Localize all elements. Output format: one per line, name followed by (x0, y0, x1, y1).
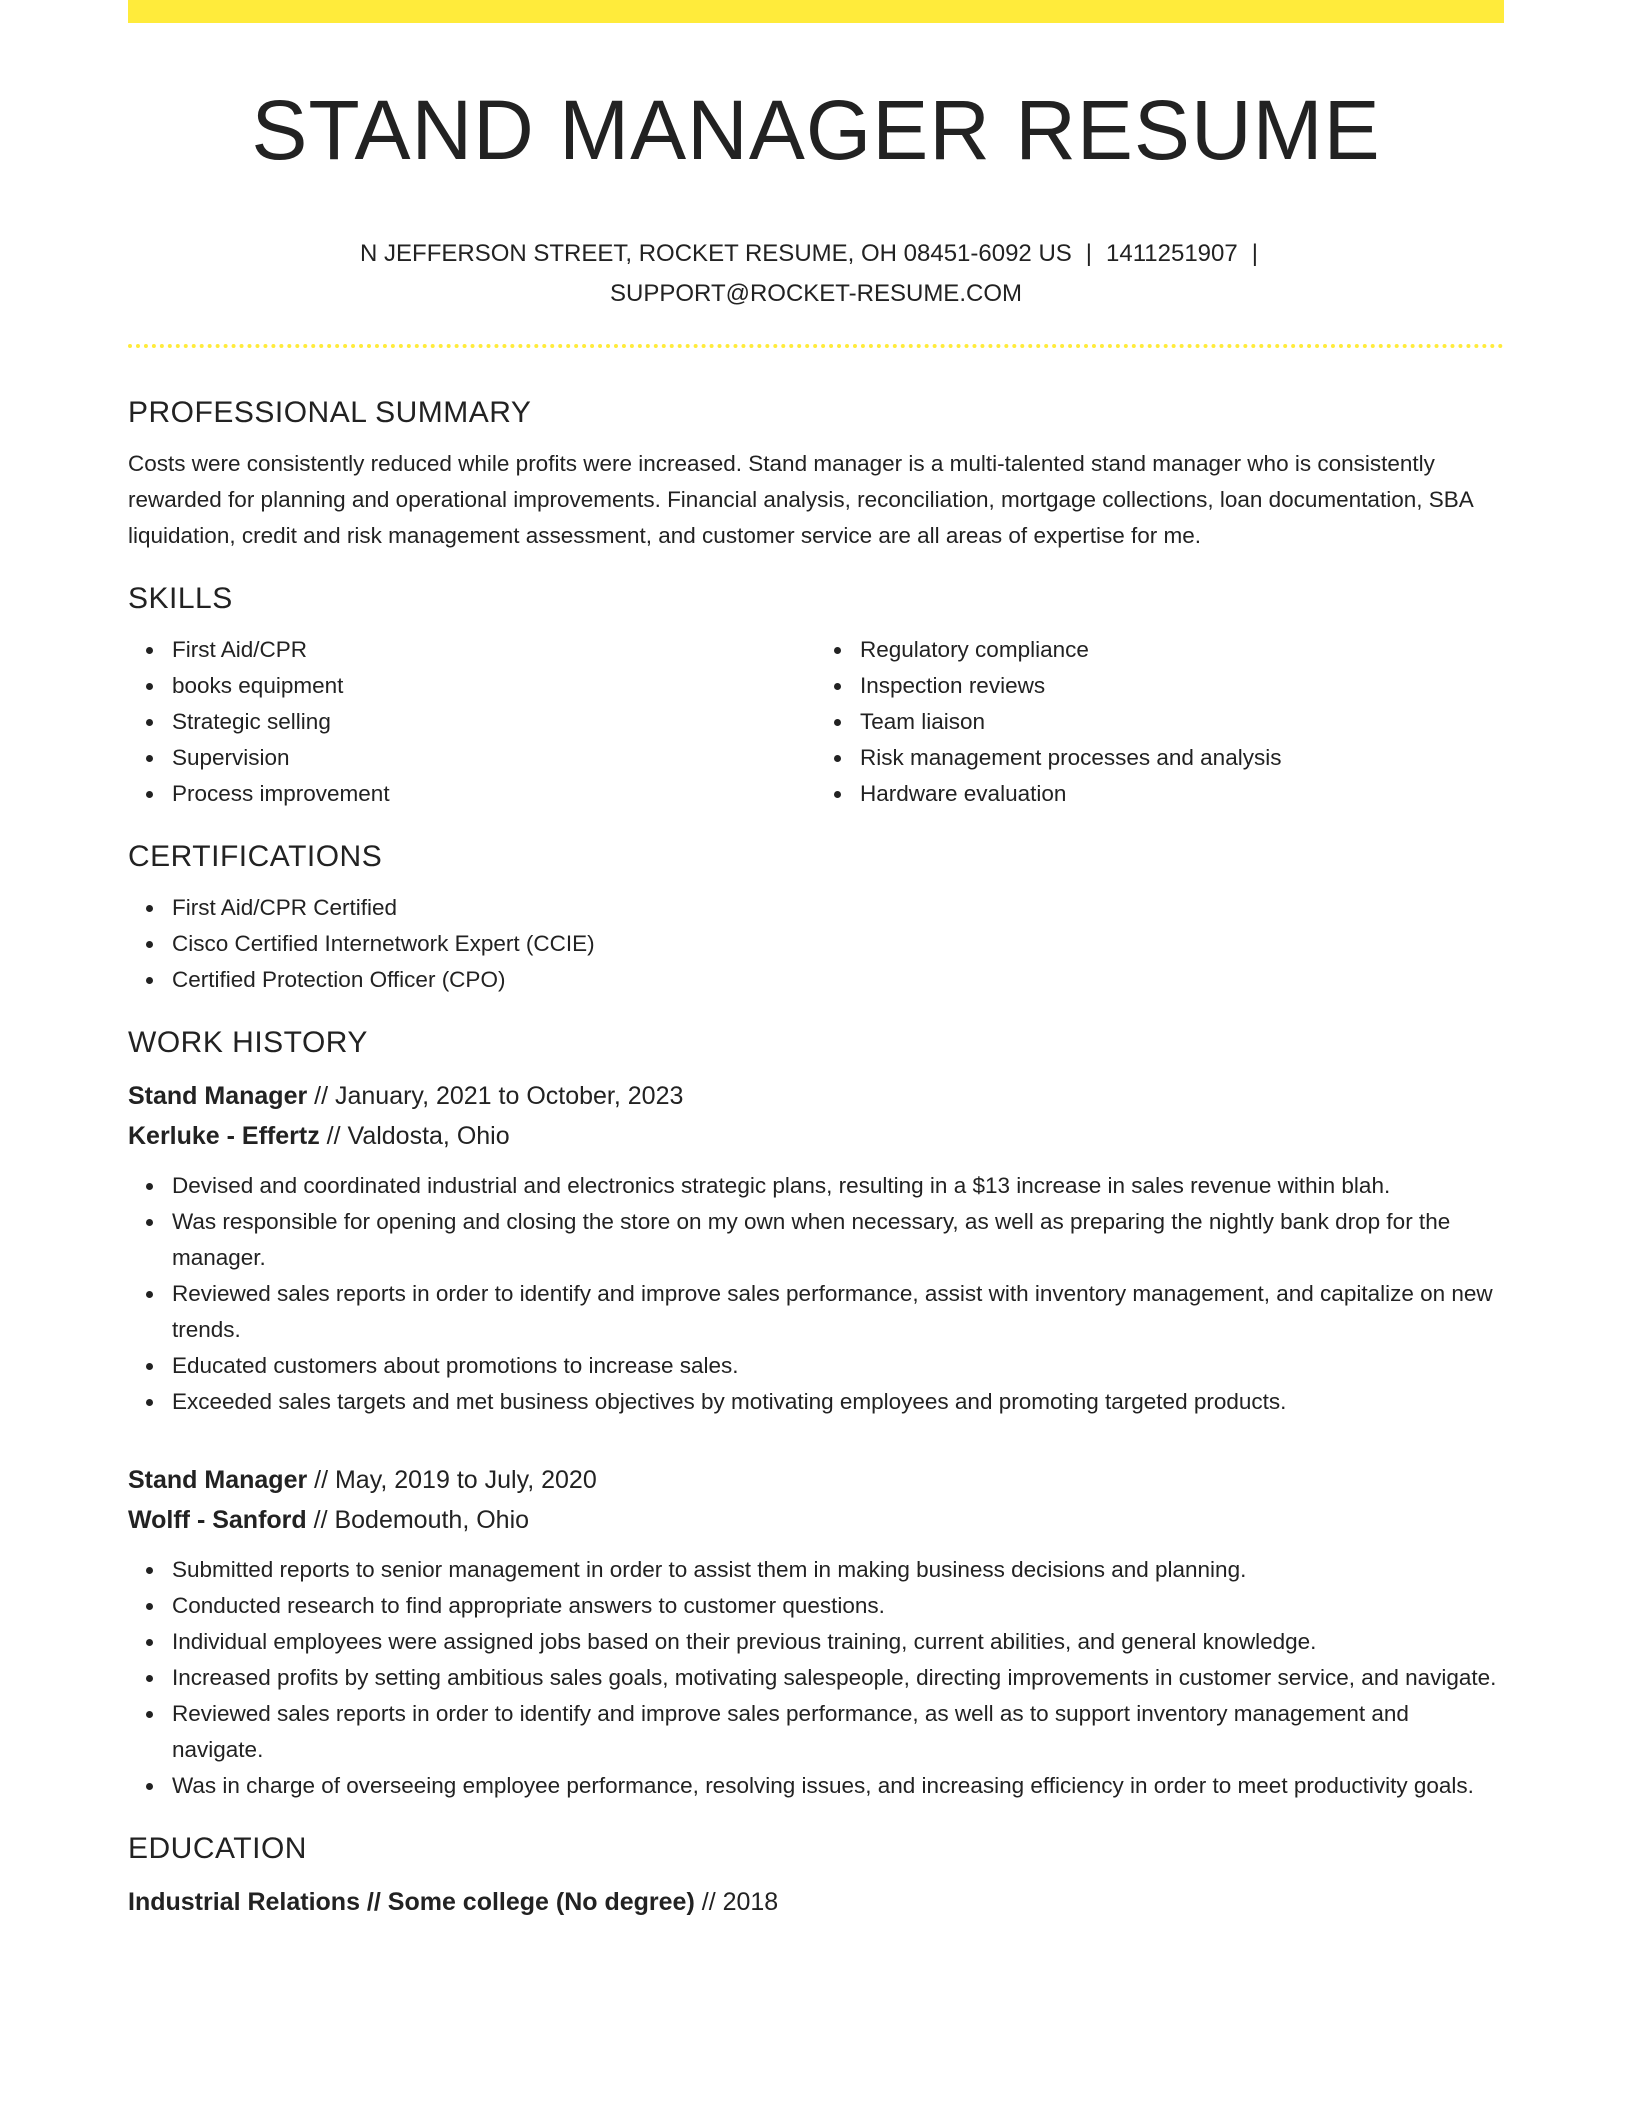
skill-item: Strategic selling (172, 704, 816, 740)
resume-body (128, 390, 1504, 1922)
skill-item: books equipment (172, 668, 816, 704)
skills-list-right (816, 632, 1504, 812)
contact-address: N JEFFERSON STREET, ROCKET RESUME, OH 08451-6092 US (360, 240, 1072, 267)
section-heading-skills: SKILLS (128, 582, 233, 615)
contact-separator: | (1085, 240, 1093, 267)
skills-list-left (128, 632, 816, 812)
section-heading-education: EDUCATION (128, 1832, 307, 1865)
contact-phone: 1411251907 (1106, 240, 1238, 267)
job-company-line (128, 1500, 1504, 1540)
job-bullet: Exceeded sales targets and met business objectives by motivating employees and promoting targeted products. (172, 1384, 1504, 1420)
job-location: // Bodemouth, Ohio (306, 1506, 530, 1534)
accent-top-bar (128, 0, 1504, 23)
certification-item: Certified Protection Officer (CPO) (172, 962, 1504, 998)
job-role: Stand Manager (128, 1466, 308, 1494)
job-bullet: Devised and coordinated industrial and electronics strategic plans, resulting in a $13 increase in sales revenue within blah. (172, 1168, 1504, 1204)
certifications-section (128, 834, 1504, 998)
job-role: Stand Manager (128, 1082, 308, 1110)
job-bullet: Reviewed sales reports in order to identify and improve sales performance, assist with inventory management, and capitalize on new trends. (172, 1276, 1504, 1348)
skill-item: First Aid/CPR (172, 632, 816, 668)
job-bullet: Was responsible for opening and closing the store on my own when necessary, as well as preparing the nightly bank drop for the manager. (172, 1204, 1504, 1276)
contact-email[interactable]: SUPPORT@ROCKET-RESUME.COM (610, 280, 1022, 307)
job-location: // Valdosta, Ohio (319, 1122, 510, 1150)
skill-item: Inspection reviews (860, 668, 1504, 704)
job-bullet: Increased profits by setting ambitious sales goals, motivating salespeople, directing improvements in customer service, and navigate. (172, 1660, 1504, 1696)
section-heading-work-history: WORK HISTORY (128, 1026, 368, 1059)
page-title: STAND MANAGER RESUME (251, 83, 1381, 177)
job-entry (128, 1076, 1504, 1420)
skill-item: Team liaison (860, 704, 1504, 740)
job-dates: // May, 2019 to July, 2020 (307, 1466, 597, 1494)
summary-section (128, 390, 1504, 554)
section-heading-summary: PROFESSIONAL SUMMARY (128, 396, 532, 429)
summary-text: Costs were consistently reduced while profits were increased. Stand manager is a multi-talented stand manager who is consistently rewarded for planning and operational improvements. Financial analysis, reconciliation, mortgage collections, loan documentation, SBA liquidation, credit and risk management assessment, and customer service are all areas of expertise for me. (128, 451, 1473, 548)
certification-item: Cisco Certified Internetwork Expert (CCIE) (172, 926, 1504, 962)
job-company-line (128, 1116, 1504, 1156)
job-bullet: Individual employees were assigned jobs based on their previous training, current abilities, and general knowledge. (172, 1624, 1504, 1660)
dotted-divider (128, 344, 1504, 348)
certification-item: First Aid/CPR Certified (172, 890, 1504, 926)
contact-info (128, 234, 1504, 314)
education-degree: Industrial Relations // Some college (No degree) (128, 1888, 695, 1916)
job-dates: // January, 2021 to October, 2023 (307, 1082, 684, 1110)
skill-item: Process improvement (172, 776, 816, 812)
skills-section (128, 576, 1504, 812)
job-company: Kerluke - Effertz (128, 1122, 320, 1150)
job-bullet: Was in charge of overseeing employee performance, resolving issues, and increasing efficiency in order to meet productivity goals. (172, 1768, 1504, 1804)
work-history-section (128, 1020, 1504, 1804)
job-bullet: Reviewed sales reports in order to identify and improve sales performance, as well as to support inventory management and navigate. (172, 1696, 1504, 1768)
skill-item: Supervision (172, 740, 816, 776)
job-bullet: Educated customers about promotions to increase sales. (172, 1348, 1504, 1384)
job-bullets (128, 1552, 1504, 1804)
certifications-list (128, 890, 1504, 998)
job-bullet: Submitted reports to senior management in order to assist them in making business decisions and planning. (172, 1552, 1504, 1588)
job-title-line (128, 1460, 1504, 1500)
job-company: Wolff - Sanford (128, 1506, 307, 1534)
job-bullet: Conducted research to find appropriate answers to customer questions. (172, 1588, 1504, 1624)
job-bullets (128, 1168, 1504, 1420)
skill-item: Regulatory compliance (860, 632, 1504, 668)
skills-grid (128, 622, 1504, 812)
contact-separator: | (1251, 240, 1258, 267)
job-entry (128, 1460, 1504, 1804)
education-year: // 2018 (694, 1888, 779, 1916)
education-entry (128, 1882, 1504, 1922)
skill-item: Hardware evaluation (860, 776, 1504, 812)
section-heading-certifications: CERTIFICATIONS (128, 840, 383, 873)
job-title-line (128, 1076, 1504, 1116)
skill-item: Risk management processes and analysis (860, 740, 1504, 776)
education-section (128, 1826, 1504, 1922)
